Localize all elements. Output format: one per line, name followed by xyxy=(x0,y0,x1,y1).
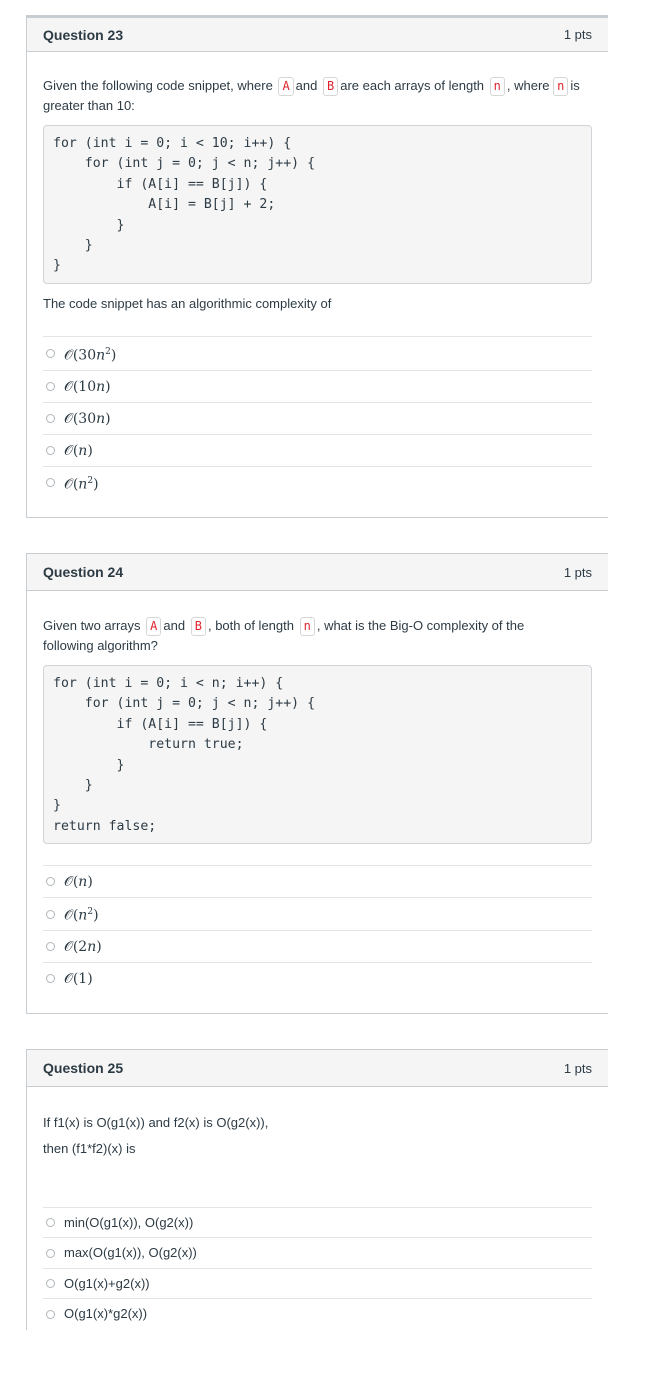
code-line: } xyxy=(53,237,93,253)
question-prompt: Given the following code snippet, where A and B are each arrays of length n , where n is greater than 10: xyxy=(43,78,580,113)
answer-label: 𝒪(1) xyxy=(64,970,93,987)
code-chip: A xyxy=(146,617,161,636)
answer-option[interactable] xyxy=(43,931,592,963)
answer-option[interactable] xyxy=(43,337,592,371)
question-header xyxy=(27,1050,608,1087)
answer-option[interactable] xyxy=(43,1208,592,1238)
answer-label: max(O(g1(x)), O(g2(x)) xyxy=(64,1245,197,1260)
code-line: } xyxy=(53,217,125,233)
code-line: return true; xyxy=(53,737,244,753)
question-header xyxy=(27,554,608,591)
answer-list xyxy=(43,1207,592,1329)
answer-option[interactable] xyxy=(43,963,592,994)
radio-button[interactable] xyxy=(46,1249,55,1258)
question-header xyxy=(27,18,608,52)
answer-label: $𝒪(n^2)$ xyxy=(64,907,99,924)
radio-button[interactable] xyxy=(46,910,55,919)
radio-button[interactable] xyxy=(46,1279,55,1288)
question-23 xyxy=(26,18,608,518)
code-chip: B xyxy=(323,77,338,96)
answer-list xyxy=(43,865,592,994)
radio-button[interactable] xyxy=(46,974,55,983)
radio-button[interactable] xyxy=(46,349,55,358)
question-points: 1 pts xyxy=(563,564,592,580)
answer-label: 𝒪(n) xyxy=(64,873,93,890)
radio-button[interactable] xyxy=(46,382,55,391)
answer-option[interactable] xyxy=(43,1238,592,1269)
answer-option[interactable] xyxy=(43,898,592,931)
answer-option[interactable] xyxy=(43,1299,592,1329)
question-prompt: If f1(x) is O(g1(x)) and f2(x) is O(g2(x)), xyxy=(43,1115,269,1130)
answer-label: 𝒪(n) xyxy=(64,442,93,459)
code-block xyxy=(43,125,592,284)
question-title: Question 23 xyxy=(43,26,124,43)
code-line: for (int i = 0; i < n; i++) { xyxy=(53,676,284,691)
answer-label: 𝒪(30n) xyxy=(64,410,111,427)
answer-list xyxy=(43,336,592,498)
answer-label: $𝒪(n^2)$ xyxy=(64,475,99,493)
answer-label: O(g1(x)+g2(x)) xyxy=(64,1275,150,1291)
answer-label: min(O(g1(x)), O(g2(x)) xyxy=(64,1214,194,1230)
code-line: } xyxy=(53,777,93,793)
question-prompt-line2: then (f1*f2)(x) is xyxy=(43,1141,136,1156)
radio-button[interactable] xyxy=(46,414,55,423)
question-points: 1 pts xyxy=(563,27,592,42)
code-chip: A xyxy=(278,77,293,96)
radio-button[interactable] xyxy=(46,1218,55,1227)
answer-option[interactable] xyxy=(43,435,592,467)
radio-button[interactable] xyxy=(46,1310,55,1319)
question-points: 1 pts xyxy=(563,1060,592,1076)
question-title: Question 25 xyxy=(43,1060,124,1076)
answer-option[interactable] xyxy=(43,866,592,898)
code-line: for (int i = 0; i < 10; i++) { xyxy=(53,136,292,151)
question-followup: The code snippet has an algorithmic complexity of xyxy=(43,296,332,311)
question-prompt: Given two arrays A and B , both of length n , what is the Big-O complexity of the following algorithm? xyxy=(43,618,525,653)
code-chip: n xyxy=(553,77,568,96)
code-chip: n xyxy=(490,77,505,96)
answer-option[interactable] xyxy=(43,1269,592,1299)
code-line: } xyxy=(53,757,125,773)
code-chip: n xyxy=(300,617,315,636)
answer-option[interactable] xyxy=(43,403,592,435)
question-25 xyxy=(26,1049,608,1330)
code-line: } xyxy=(53,798,61,814)
code-line: for (int j = 0; j < n; j++) { xyxy=(53,156,316,172)
radio-button[interactable] xyxy=(46,446,55,455)
answer-option[interactable] xyxy=(43,467,592,498)
answer-label: O(g1(x)*g2(x)) xyxy=(64,1306,148,1321)
code-line: for (int j = 0; j < n; j++) { xyxy=(53,696,316,712)
code-line: if (A[i] == B[j]) { xyxy=(53,176,268,192)
radio-button[interactable] xyxy=(46,478,55,487)
code-chip: B xyxy=(191,617,206,636)
question-24 xyxy=(26,553,608,1014)
question-title: Question 24 xyxy=(43,564,124,580)
answer-label: 𝒪(2n) xyxy=(64,938,102,955)
code-line: A[i] = B[j] + 2; xyxy=(53,197,276,213)
code-line: } xyxy=(53,258,61,274)
radio-button[interactable] xyxy=(46,877,55,886)
radio-button[interactable] xyxy=(46,942,55,951)
code-block xyxy=(43,665,592,844)
answer-option[interactable] xyxy=(43,371,592,403)
answer-label: 𝒪(10n) xyxy=(64,378,111,395)
answer-label: $𝒪(30n^2)$ xyxy=(64,346,117,364)
code-line: return false; xyxy=(53,818,157,834)
code-line: if (A[i] == B[j]) { xyxy=(53,716,268,732)
